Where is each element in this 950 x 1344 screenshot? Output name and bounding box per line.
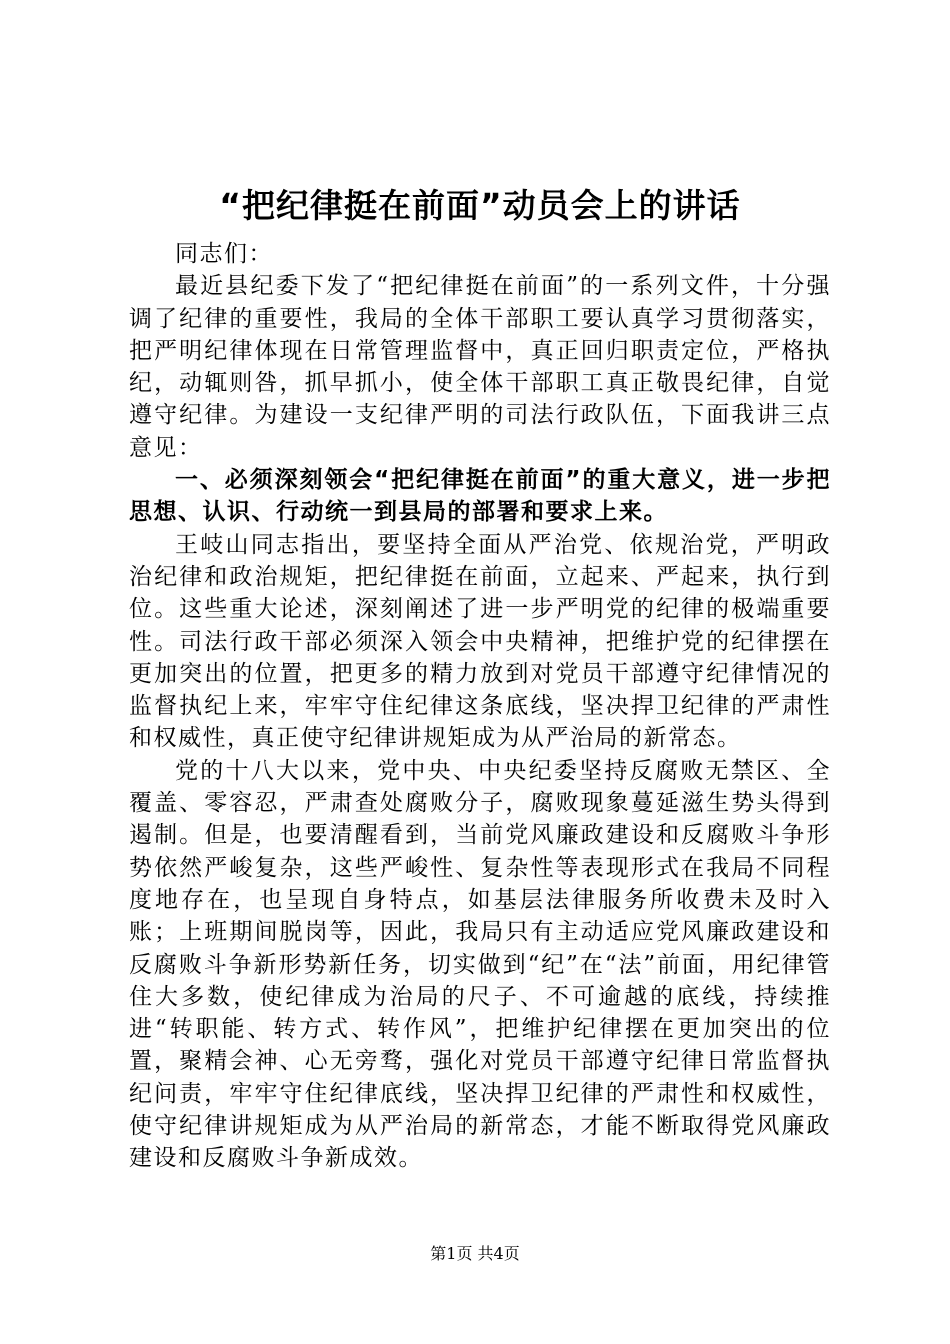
document-body: [129, 180, 831, 1175]
salutation: 同志们：: [175, 241, 273, 267]
body-paragraph: 王岐山同志指出，要坚持全面从严治党、依规治党，严明政治纪律和政治规矩，把纪律挺在前面，立起来、严起来，执行到位。这些重大论述，深刻阐述了进一步严明党的纪律的极端重要性。司法行政干部必须深入领会中央精神，把维护党的纪律摆在更加突出的位置，把更多的精力放到对党员干部遵守纪律情况的监督执纪上来，牢牢守住纪律这条底线，坚决捍卫纪律的严肃性和权威性，真正使守纪律讲规矩成为从严治局的新常态。: [129, 531, 831, 752]
document-title: “把纪律挺在前面”动员会上的讲话: [219, 186, 741, 225]
body-paragraph: 党的十八大以来，党中央、中央纪委坚持反腐败无禁区、全覆盖、零容忍，严肃查处腐败分子，腐败现象蔓延滋生势头得到遏制。但是，也要清醒看到，当前党风廉政建设和反腐败斗争形势依然严峻复杂，这些严峻性、复杂性等表现形式在我局不同程度地存在，也呈现自身特点，如基层法律服务所收费未及时入账；上班期间脱岗等，因此，我局只有主动适应党风廉政建设和反腐败斗争新形势新任务，切实做到“纪”在“法”前面，用纪律管住大多数，使纪律成为治局的尺子、不可逾越的底线，持续推进“转职能、转方式、转作风”，把维护纪律摆在更加突出的位置，聚精会神、心无旁骛，强化对党员干部遵守纪律日常监督执纪问责，牢牢守住纪律底线，坚决捍卫纪律的严肃性和权威性，使守纪律讲规矩成为从严治局的新常态，才能不断取得党风廉政建设和反腐败斗争新成效。: [129, 757, 831, 1172]
section-heading-1: 一、必须深刻领会“把纪律挺在前面”的重大意义，进一步把思想、认识、行动统一到县局的部署和要求上来。: [129, 467, 831, 526]
intro-paragraph: 最近县纪委下发了“把纪律挺在前面”的一系列文件，十分强调了纪律的重要性，我局的全体干部职工要认真学习贯彻落实，把严明纪律体现在日常管理监督中，真正回归职责定位，严格执纪，动辄则咎，抓早抓小，使全体干部职工真正敬畏纪律，自觉遵守纪律。为建设一支纪律严明的司法行政队伍，下面我讲三点意见：: [129, 273, 831, 461]
page-number-footer: 第1页 共4页: [430, 1244, 520, 1263]
